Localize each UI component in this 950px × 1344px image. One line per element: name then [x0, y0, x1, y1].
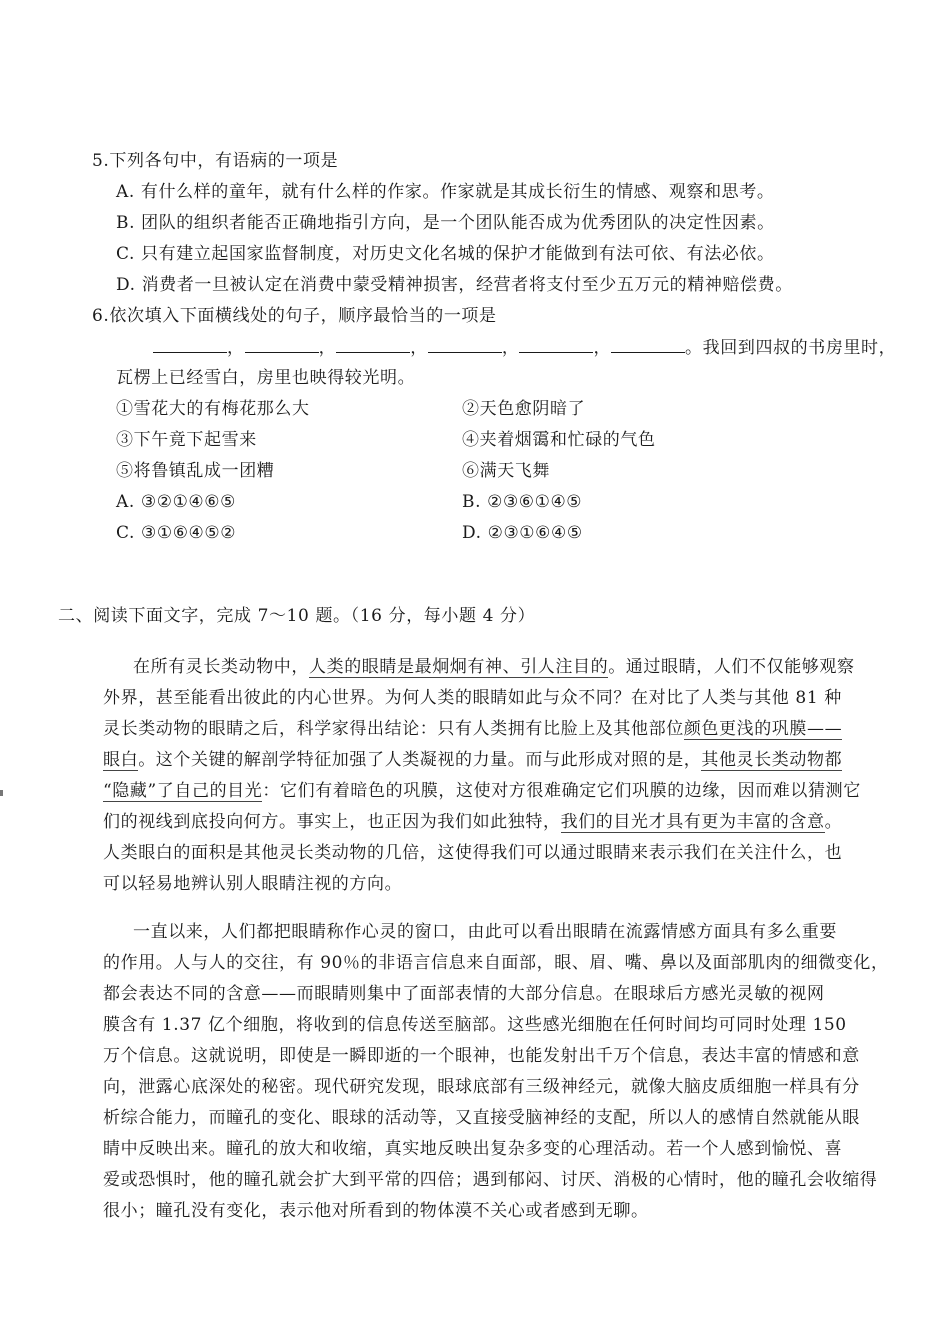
underlined-phrase: 我们的目光才具有更为丰富的含意 [560, 812, 825, 832]
underlined-phrase: 眼白 [103, 750, 139, 770]
p1-line-6: 们的视线到底投向何方。事实上，也正因为我们如此独特，我们的目光才具有更为丰富的含意。 [103, 812, 843, 832]
q6-phrase-2: ②天色愈阴暗了 [462, 399, 586, 419]
blank-5 [519, 336, 593, 353]
q6-phrase-6: ⑥满天飞舞 [462, 461, 550, 481]
q6-phrase-3: ③下午竟下起雪来 [116, 430, 257, 450]
p1-line-8: 可以轻易地辨认别人眼睛注视的方向。 [103, 874, 403, 894]
p1-line-3: 灵长类动物的眼睛之后，科学家得出结论：只有人类拥有比脸上及其他部位颜色更浅的巩膜—— [103, 719, 843, 739]
blank-line-ending: 。我回到四叔的书房里时， [685, 338, 897, 358]
blank-2 [245, 336, 319, 353]
p1-line-2: 外界，甚至能看出彼此的内心世界。为何人类的眼睛如此与众不同？在对比了人类与其他 81 种 [103, 688, 842, 708]
p2-line-2: 的作用。人与人的交往，有 90％的非语言信息来自面部，眼、眉、嘴、鼻以及面部肌肉的细微变化， [103, 953, 889, 973]
q6-phrase-4: ④夹着烟霭和忙碌的气色 [462, 430, 656, 450]
p2-line-8: 睛中反映出来。瞳孔的放大和收缩，真实地反映出复杂多变的心理活动。若一个人感到愉悦、喜 [103, 1139, 843, 1159]
p2-line-5: 万个信息。这就说明，即使是一瞬即逝的一个眼神，也能发射出千万个信息，表达丰富的情感和意 [103, 1046, 860, 1066]
blank-1 [153, 336, 227, 353]
p2-line-9: 爱或恐惧时，他的瞳孔就会扩大到平常的四倍；遇到郁闷、讨厌、消极的心情时，他的瞳孔会收缩得 [103, 1170, 878, 1190]
blank-sep: ， [227, 338, 245, 358]
blank-sep: ， [410, 338, 428, 358]
q6-continuation: 瓦楞上已经雪白，房里也映得较光明。 [116, 368, 416, 388]
section-2-heading: 二、阅读下面文字，完成 7～10 题。（16 分，每小题 4 分） [58, 606, 536, 626]
blank-3 [336, 336, 410, 353]
underlined-phrase: 颜色更浅的巩膜—— [683, 719, 843, 739]
p2-line-1: 一直以来，人们都把眼睛称作心灵的窗口，由此可以看出眼睛在流露情感方面具有多么重要 [133, 922, 837, 942]
underlined-phrase: 其他灵长类动物都 [701, 750, 843, 770]
p2-line-7: 析综合能力，而瞳孔的变化、眼球的活动等，又直接受脑神经的支配，所以人的感情自然就能从眼 [103, 1108, 860, 1128]
blank-4 [428, 336, 502, 353]
underlined-phrase: 人类的眼睛是最炯炯有神、引人注目的 [309, 657, 609, 677]
blank-sep: ， [593, 338, 612, 358]
q6-choice-c: C. ③①⑥④⑤② [116, 523, 237, 543]
blank-sep: ， [318, 338, 337, 358]
q5-option-b: B. 团队的组织者能否正确地指引方向，是一个团队能否成为优秀团队的决定性因素。 [116, 213, 775, 233]
q6-choice-b: B. ②③⑥①④⑤ [462, 492, 583, 512]
q6-choice-a: A. ③②①④⑥⑤ [116, 492, 236, 512]
p1-line-1: 在所有灵长类动物中，人类的眼睛是最炯炯有神、引人注目的。通过眼睛，人们不仅能够观察 [133, 657, 855, 677]
blank-6 [611, 336, 685, 353]
q6-phrase-5: ⑤将鲁镇乱成一团糟 [116, 461, 275, 481]
q5-option-c: C. 只有建立起国家监督制度，对历史文化名城的保护才能做到有法可依、有法必依。 [116, 244, 775, 264]
p2-line-10: 很小；瞳孔没有变化，表示他对所看到的物体漠不关心或者感到无聊。 [103, 1201, 649, 1221]
q5-option-d: D. 消费者一旦被认定在消费中蒙受精神损害，经营者将支付至少五万元的精神赔偿费。 [116, 275, 793, 295]
p1-line-4: 眼白。这个关键的解剖学特征加强了人类凝视的力量。而与此形成对照的是，其他灵长类动物都 [103, 750, 843, 770]
blank-sep: ， [501, 338, 520, 358]
p1-line-5: “隐藏”了自己的目光：它们有着暗色的巩膜，这使对方很难确定它们巩膜的边缘，因而难以猜测它 [103, 781, 861, 801]
q6-choice-d: D. ②③①⑥④⑤ [462, 523, 583, 543]
p2-line-3: 都会表达不同的含意——而眼睛则集中了面部表情的大部分信息。在眼球后方感光灵敏的视网 [103, 984, 825, 1004]
underlined-phrase: “隐藏”了自己的目光 [103, 781, 263, 801]
p1-line-7: 人类眼白的面积是其他灵长类动物的几倍，这使得我们可以通过眼睛来表示我们在关注什么，也 [103, 843, 843, 863]
q5-option-a: A. 有什么样的童年，就有什么样的作家。作家就是其成长衍生的情感、观察和思考。 [116, 182, 775, 202]
p2-line-4: 膜含有 1.37 亿个细胞，将收到的信息传送至脑部。这些感光细胞在任何时间均可同时处理 150 [103, 1015, 847, 1035]
scan-edge-mark [0, 790, 3, 796]
q6-phrase-1: ①雪花大的有梅花那么大 [116, 399, 310, 419]
q6-blank-line [153, 336, 896, 359]
p2-line-6: 向，泄露心底深处的秘密。现代研究发现，眼球底部有三级神经元，就像大脑皮质细胞一样具有分 [103, 1077, 860, 1097]
q5-stem: 5.下列各句中，有语病的一项是 [92, 151, 339, 171]
q6-stem: 6.依次填入下面横线处的句子，顺序最恰当的一项是 [92, 306, 497, 326]
